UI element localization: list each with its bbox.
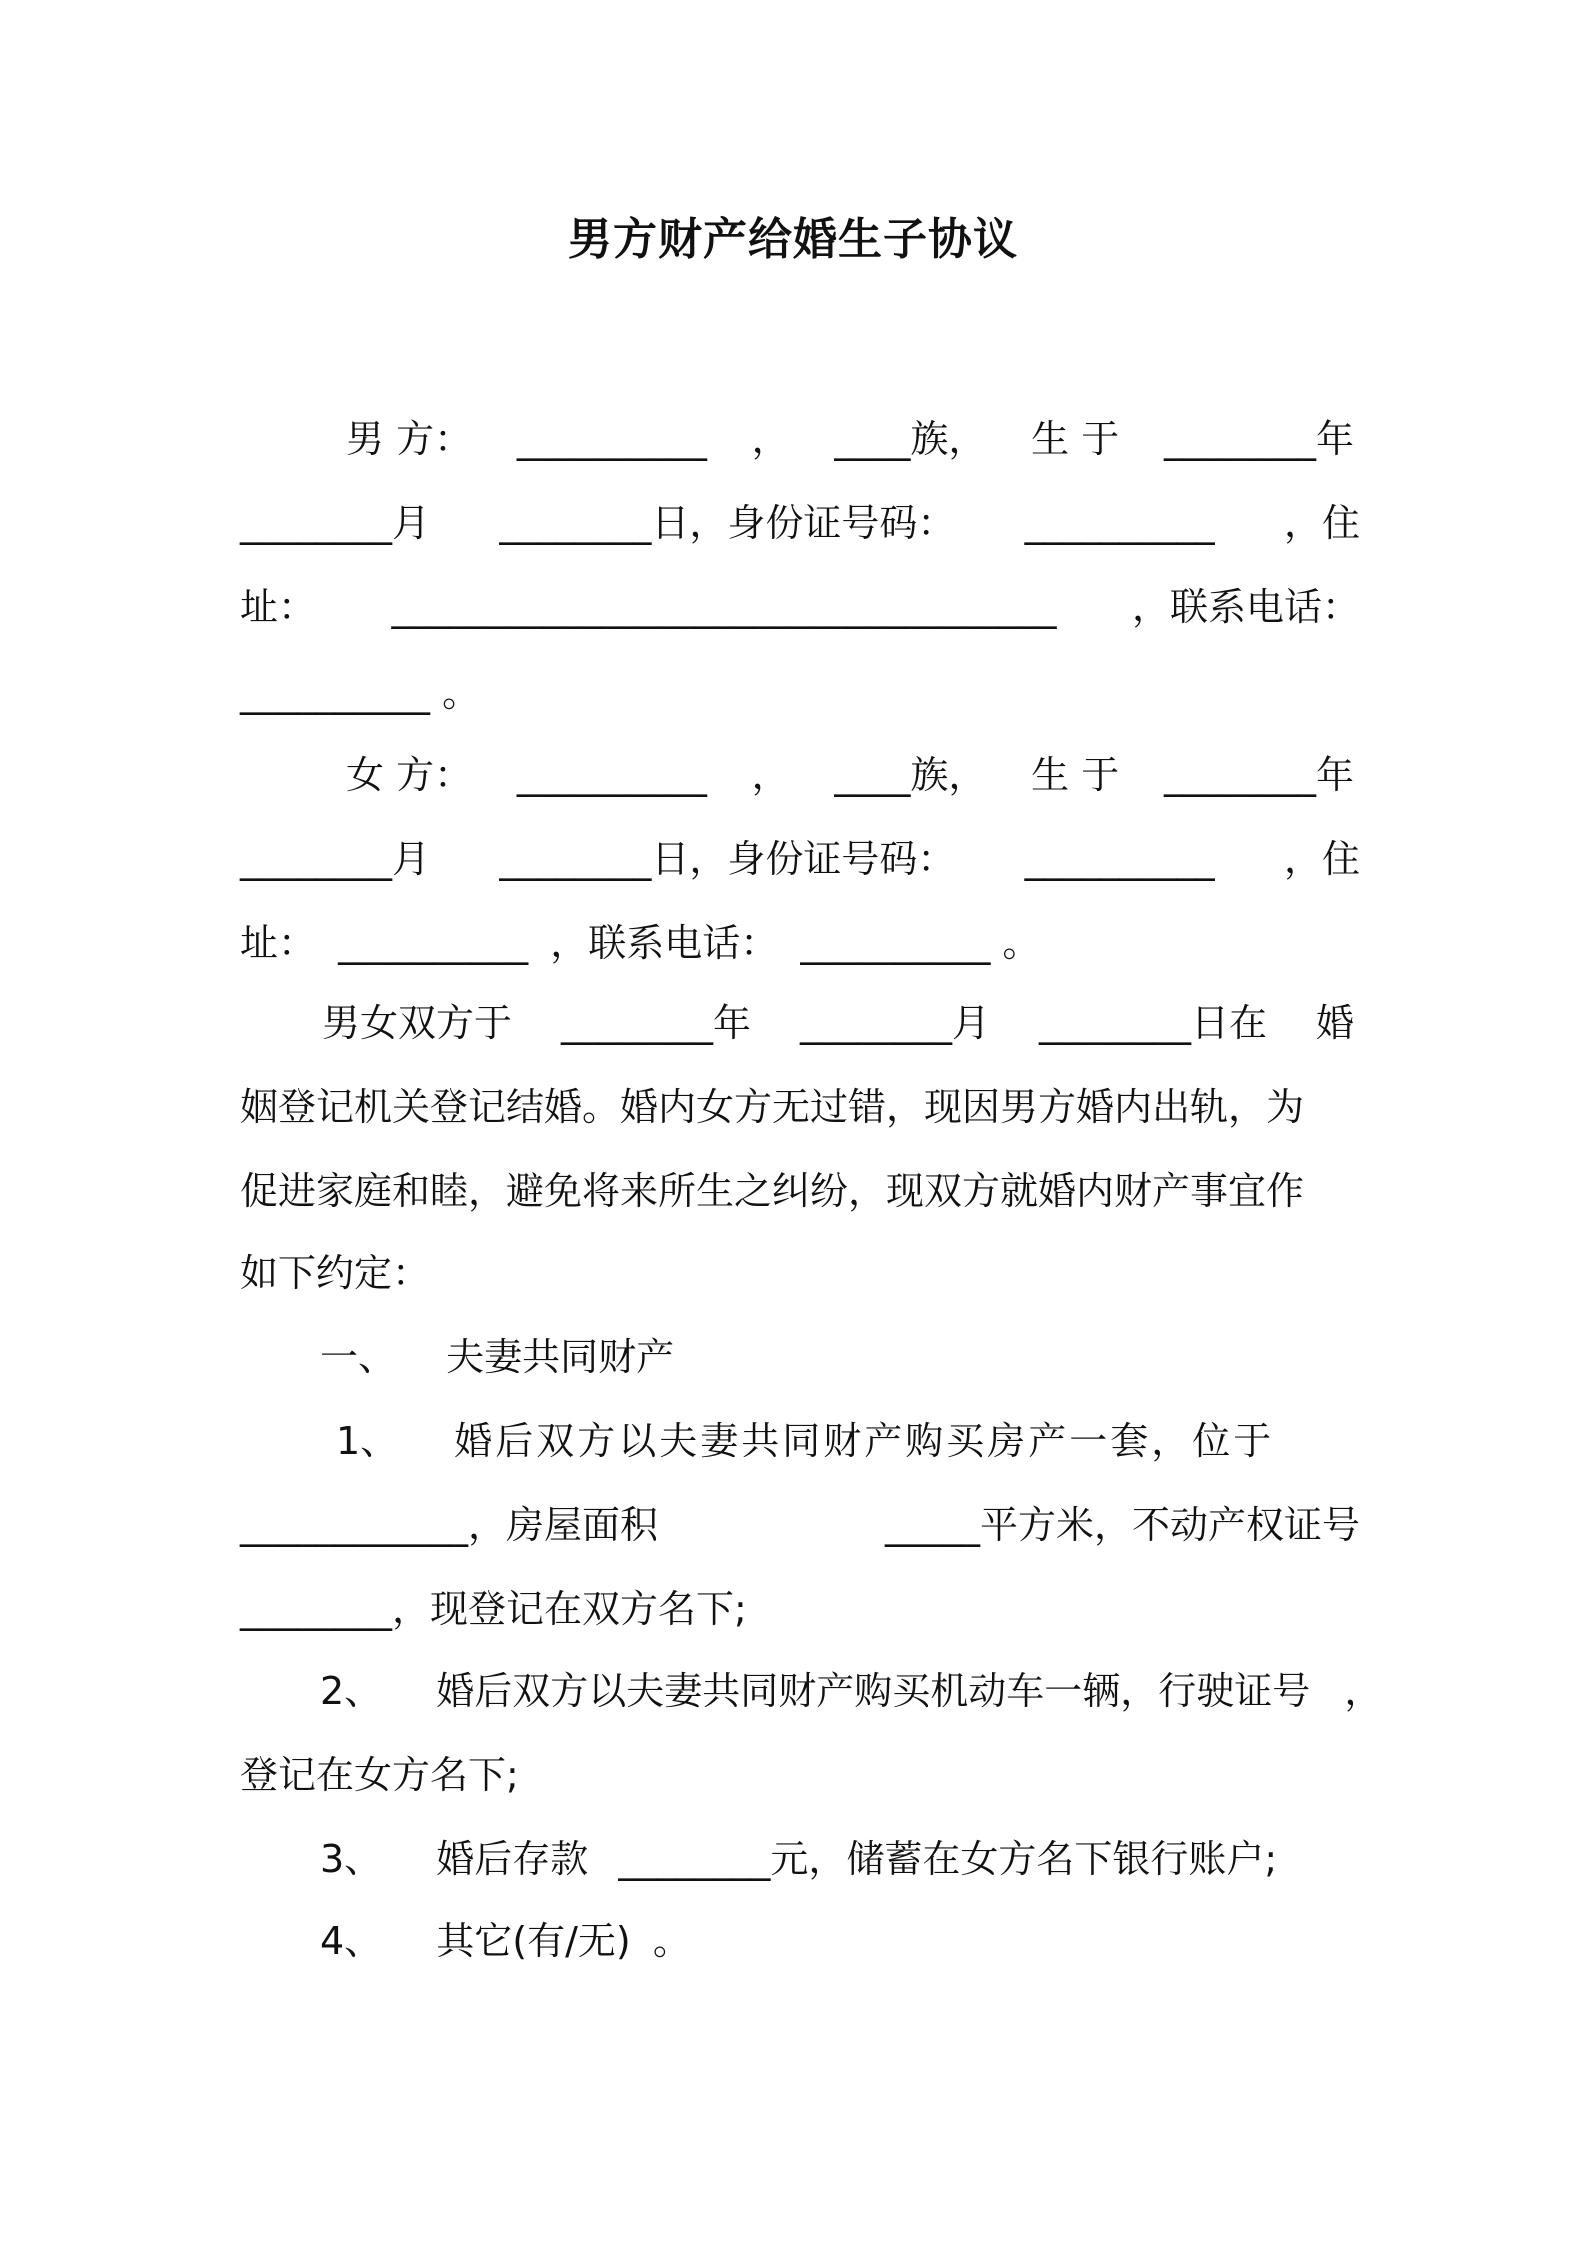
blank-birth-day: ________日，身份证号码：: [499, 837, 956, 881]
blank-phone: __________ 。: [800, 921, 1041, 965]
blank-house-area: _____平方米，不动产权证号: [884, 1503, 1360, 1547]
blank-ethnicity: ____族，: [834, 417, 987, 461]
female-party-line-2: [240, 830, 1360, 888]
paragraph-line: [240, 1162, 1360, 1220]
item-number: 1、: [336, 1419, 399, 1463]
blank-house-location: ____________，房屋面积: [240, 1503, 659, 1547]
blank-id-number: __________: [1024, 501, 1215, 545]
section-number: 一、: [320, 1335, 397, 1379]
male-party-line-1: [346, 410, 1354, 468]
blank-id-number: __________: [1024, 837, 1215, 881]
text-segment: 址：: [240, 921, 317, 965]
section-title: 夫妻共同财产: [446, 1335, 675, 1379]
text-segment: 男女双方于: [322, 1001, 513, 1045]
text-segment: 女 方：: [346, 753, 473, 797]
document-title: 男方财产给婚生子协议: [568, 214, 1018, 265]
male-party-line-2: [240, 494, 1360, 552]
blank-birth-month: ________月: [240, 837, 431, 881]
text-segment: ，: [751, 753, 790, 797]
text-segment: 婚: [1315, 1001, 1354, 1045]
female-party-line-3: [240, 914, 1360, 972]
blank-birth-day: ________日，身份证号码：: [499, 501, 956, 545]
text-segment: 婚后双方以夫妻共同财产购买房产一套，位于: [454, 1419, 1275, 1463]
text-segment: ，: [751, 417, 790, 461]
blank-address: ___________________________________: [391, 585, 1057, 629]
blank-birth-month: ________月: [240, 501, 431, 545]
text-segment: 址：: [240, 585, 317, 629]
text-segment: 男 方：: [346, 417, 473, 461]
item-1-line-1: [336, 1412, 1354, 1470]
paragraph-line: [240, 1244, 1360, 1302]
text-segment: 婚后双方以夫妻共同财产购买机动车一辆，行驶证号: [436, 1669, 1311, 1713]
blank-address: __________: [338, 921, 529, 965]
text-segment: 促进家庭和睦，避免将来所生之纠纷，现双方就婚内财产事宜作: [240, 1169, 1305, 1213]
text-segment: 。: [652, 1919, 691, 1963]
female-party-line-1: [346, 746, 1354, 804]
male-party-line-4: [240, 664, 1360, 722]
text-segment: ，住: [1283, 837, 1360, 881]
text-segment: ，联系电话：: [550, 921, 779, 965]
text-segment: ，住: [1283, 501, 1360, 545]
text-segment: ，: [1344, 1669, 1383, 1713]
blank-ethnicity: ____族，: [834, 753, 987, 797]
text-segment: 登记在女方名下;: [240, 1753, 519, 1797]
text-segment: 如下约定：: [240, 1251, 431, 1295]
item-2-line-2: [240, 1746, 1360, 1804]
blank-marriage-year: ________年: [560, 1001, 751, 1045]
blank-phone: __________ 。: [240, 671, 481, 715]
item-1-line-2: [240, 1496, 1360, 1554]
blank-birth-year: ________年: [1163, 417, 1354, 461]
marriage-line-1: [322, 994, 1354, 1052]
text-segment: 其它(有/无): [436, 1919, 631, 1963]
blank-marriage-month: ________月: [799, 1001, 990, 1045]
text-segment: 姻登记机关登记结婚。婚内女方无过错，现因男方婚内出轨，为: [240, 1085, 1305, 1129]
item-number: 4、: [320, 1919, 383, 1963]
item-number: 3、: [320, 1837, 383, 1881]
text-segment: ________，现登记在双方名下;: [240, 1587, 747, 1631]
item-1-line-3: [240, 1580, 1360, 1638]
paragraph-line: [240, 1078, 1360, 1136]
text-segment: 生 于: [1031, 753, 1120, 797]
blank-name: __________: [516, 417, 707, 461]
blank-deposit: ________元，储蓄在女方名下银行账户;: [618, 1837, 1278, 1881]
blank-name: __________: [516, 753, 707, 797]
male-party-line-3: [240, 578, 1360, 636]
text-segment: 婚后存款: [436, 1837, 589, 1881]
item-3-line: [320, 1830, 1440, 1888]
text-segment: 生 于: [1031, 417, 1120, 461]
item-4-line: [320, 1912, 1440, 1970]
item-2-line-1: [320, 1662, 1383, 1720]
item-number: 2、: [320, 1669, 383, 1713]
blank-marriage-day: ________日在: [1038, 1001, 1267, 1045]
section-heading-joint-property: [320, 1328, 1440, 1386]
text-segment: ，联系电话：: [1131, 585, 1360, 629]
blank-birth-year: ________年: [1163, 753, 1354, 797]
